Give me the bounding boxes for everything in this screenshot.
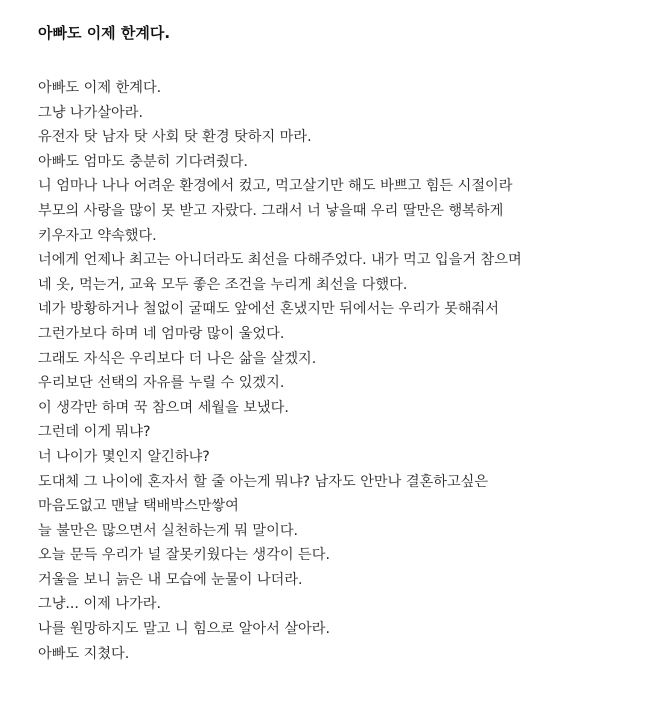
- body-line: 아빠도 엄마도 충분히 기다려줬다.: [38, 153, 248, 170]
- body-line: 그런데 이게 뭐냐?: [38, 424, 151, 441]
- body-line: 우리보단 선택의 자유를 누릴 수 있겠지.: [38, 375, 285, 392]
- body-line: 부모의 사랑을 많이 못 받고 자랐다. 그래서 너 낳을때 우리 딸만은 행복하게: [38, 202, 504, 219]
- body-line: 네가 방황하거나 철없이 굴때도 앞에선 혼냈지만 뒤에서는 우리가 못해줘서: [38, 301, 499, 318]
- body-line: 아빠도 지쳤다.: [38, 645, 130, 662]
- body-line: 유전자 탓 남자 탓 사회 탓 환경 탓하지 마라.: [38, 129, 312, 146]
- body-line: 나를 원망하지도 말고 니 힘으로 알아서 살아라.: [38, 621, 330, 638]
- body-line: 네 옷, 먹는거, 교육 모두 좋은 조건을 누리게 최선을 다했다.: [38, 276, 408, 293]
- post-body: [38, 76, 648, 666]
- body-line: 그냥... 이제 나가라.: [38, 596, 161, 613]
- body-line: 마음도없고 맨날 택배박스만쌓여: [38, 498, 239, 515]
- body-line: 아빠도 이제 한계다.: [38, 80, 162, 96]
- body-line: 그런가보다 하며 네 엄마랑 많이 울었다.: [38, 325, 285, 342]
- body-line: 늘 불만은 많으면서 실천하는게 뭐 말이다.: [38, 522, 299, 539]
- body-line: 도대체 그 나이에 혼자서 할 줄 아는게 뭐냐? 남자도 안만나 결혼하고싶은: [38, 473, 489, 490]
- body-line: 거울을 보니 늙은 내 모습에 눈물이 나더라.: [38, 571, 303, 588]
- body-line: 이 생각만 하며 꾹 참으며 세월을 보냈다.: [38, 399, 289, 416]
- body-line: 니 엄마나 나나 어려운 환경에서 컸고, 먹고살기만 해도 바쁘고 힘든 시절이라: [38, 178, 513, 195]
- body-line: 그냥 나가살아라.: [38, 104, 143, 121]
- body-line: 오늘 문득 우리가 널 잘못키웠다는 생각이 든다.: [38, 547, 330, 564]
- post-title: 아빠도 이제 한계다.: [38, 24, 171, 42]
- body-line: 너에게 언제나 최고는 아니더라도 최선을 다해주었다. 내가 먹고 입을거 참으며: [38, 252, 522, 269]
- body-line: 그래도 자식은 우리보다 더 나은 삶을 살겠지.: [38, 350, 317, 367]
- body-line: 키우자고 약속했다.: [38, 227, 157, 244]
- body-line: 너 나이가 몇인지 알긴하냐?: [38, 448, 210, 465]
